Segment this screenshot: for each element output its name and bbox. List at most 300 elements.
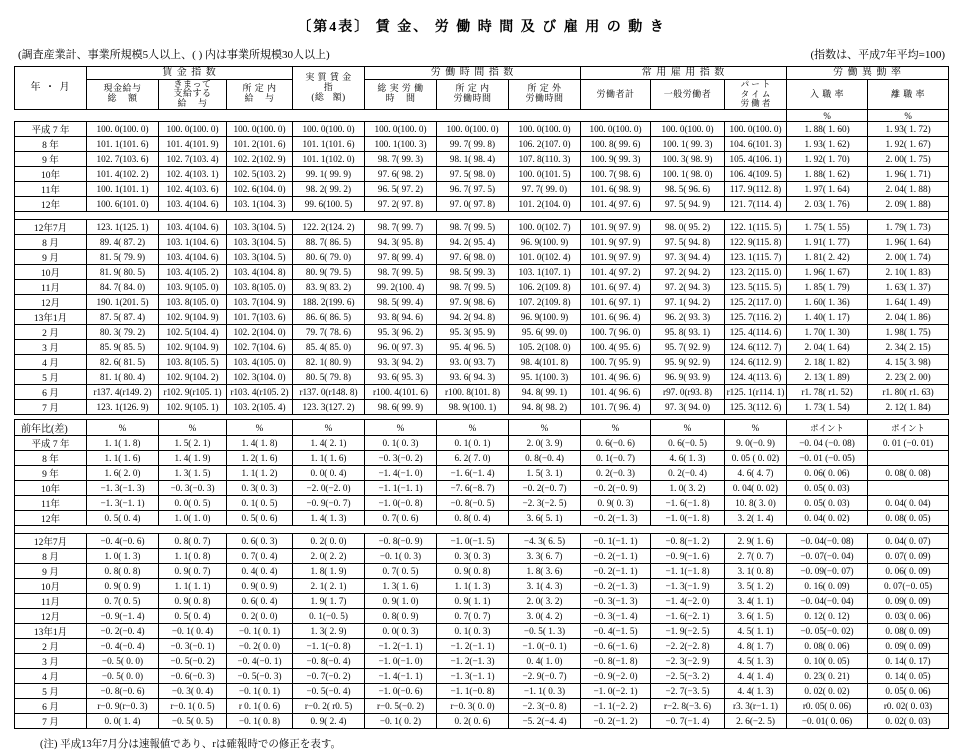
data-cell: 0. 1( 0. 1)	[437, 436, 509, 451]
data-cell: 1. 0( 3. 2)	[651, 481, 725, 496]
header-separation-rate: 離 職 率	[868, 79, 949, 110]
data-cell: 101. 2(101. 6)	[227, 137, 293, 152]
data-cell: 97. 2( 94. 3)	[651, 280, 725, 295]
data-cell: 101. 6( 97. 4)	[581, 280, 651, 295]
data-cell: 97. 8( 99. 4)	[365, 250, 437, 265]
data-cell: 1. 8( 1. 9)	[293, 564, 365, 579]
data-cell: 94. 8( 99. 1)	[509, 385, 581, 400]
table-row	[15, 564, 949, 579]
data-cell: 1. 88( 1. 60)	[787, 122, 868, 137]
row-label: 8 年	[15, 137, 87, 152]
data-cell: 125. 2(117. 0)	[725, 295, 787, 310]
data-cell: 2. 03( 1. 76)	[787, 197, 868, 212]
data-cell: −1. 3(−1. 3)	[87, 481, 159, 496]
data-cell: 98. 9(100. 1)	[437, 400, 509, 415]
data-cell: 99. 6(100. 5)	[293, 197, 365, 212]
table-row	[15, 152, 949, 167]
row-label: 9 年	[15, 152, 87, 167]
data-cell: 103. 8(105. 0)	[227, 280, 293, 295]
data-cell: 2. 00( 1. 75)	[868, 152, 949, 167]
data-cell: −0. 05(−0. 02)	[787, 624, 868, 639]
header-overtime-hours: 所 定 外 労働時間	[509, 79, 581, 110]
data-cell: r125. 1(r114. 1)	[725, 385, 787, 400]
unit-pct-3: %	[227, 420, 293, 436]
data-cell: 103. 1(104. 3)	[227, 197, 293, 212]
data-cell: 104. 6(101. 3)	[725, 137, 787, 152]
data-cell: 0. 04( 0. 02)	[787, 511, 868, 526]
data-cell: r137. 4(r149. 2)	[87, 385, 159, 400]
data-cell: 1. 9( 1. 7)	[293, 594, 365, 609]
data-cell: 0. 9( 0. 7)	[159, 564, 227, 579]
unit-pct-4: %	[293, 420, 365, 436]
row-label: 5 月	[15, 370, 87, 385]
data-cell: 97. 9( 98. 6)	[437, 295, 509, 310]
data-cell: 0. 14( 0. 05)	[868, 669, 949, 684]
data-cell: 1. 91( 1. 77)	[787, 235, 868, 250]
index-rows-monthly	[15, 220, 949, 415]
data-cell: −0. 1(−1. 1)	[581, 534, 651, 549]
data-cell: 95. 4( 96. 5)	[437, 340, 509, 355]
table-row	[15, 594, 949, 609]
unit-point-1: ポイント	[787, 420, 868, 436]
table-row	[15, 549, 949, 564]
data-cell: 0. 7( 0. 5)	[87, 594, 159, 609]
data-cell: 94. 2( 94. 8)	[437, 310, 509, 325]
data-cell: 0. 06( 0. 06)	[787, 466, 868, 481]
data-cell: 4. 8( 1. 7)	[725, 639, 787, 654]
data-cell: 99. 7( 99. 8)	[437, 137, 509, 152]
unit-pct-8: %	[581, 420, 651, 436]
row-label: 12月	[15, 295, 87, 310]
header-scheduled-hours: 所 定 内 労働時間	[437, 79, 509, 110]
data-cell: 4. 5( 1. 3)	[725, 654, 787, 669]
data-cell: −0. 5( 0. 0)	[87, 669, 159, 684]
data-cell: 96. 9( 93. 9)	[651, 370, 725, 385]
data-cell: 98. 5( 96. 6)	[651, 182, 725, 197]
data-cell: r102. 9(r105. 1)	[159, 385, 227, 400]
row-label: 10月	[15, 265, 87, 280]
row-label: 12月	[15, 609, 87, 624]
data-cell: 1. 64( 1. 49)	[868, 295, 949, 310]
table-row	[15, 481, 949, 496]
unit-pct-hire: %	[787, 110, 868, 122]
data-cell: 101. 4( 96. 6)	[581, 385, 651, 400]
data-cell: 2. 7( 0. 7)	[725, 549, 787, 564]
data-cell: 0. 8( 0. 8)	[87, 564, 159, 579]
data-cell: 3. 1( 0. 8)	[725, 564, 787, 579]
data-cell: 0. 9( 0. 8)	[437, 564, 509, 579]
data-cell: 93. 6( 94. 3)	[437, 370, 509, 385]
data-cell: 0. 05( 0. 03)	[787, 481, 868, 496]
data-cell: 1. 75( 1. 55)	[787, 220, 868, 235]
data-cell: 100. 1(100. 3)	[365, 137, 437, 152]
data-cell: 0. 7( 0. 6)	[365, 511, 437, 526]
data-cell: −0. 8(−1. 2)	[651, 534, 725, 549]
row-label: 12年7月	[15, 534, 87, 549]
header-real-wage: 実 質 賃 金 指 (総 額)	[293, 67, 365, 110]
data-cell: −2. 5(−3. 2)	[651, 669, 725, 684]
page-title: 〔第4表〕 賃 金、 労 働 時 間 及 び 雇 用 の 動 き	[297, 20, 666, 35]
table-row	[15, 400, 949, 415]
data-cell: −0. 1( 0. 3)	[365, 549, 437, 564]
data-cell: 80. 5( 79. 8)	[293, 370, 365, 385]
data-cell: 103. 8(105. 5)	[159, 355, 227, 370]
data-cell: 97. 2( 94. 2)	[651, 265, 725, 280]
data-cell: 0. 14( 0. 17)	[868, 654, 949, 669]
data-cell: 94. 3( 95. 8)	[365, 235, 437, 250]
data-cell: −0. 04 (−0. 08)	[787, 436, 868, 451]
data-cell: −0. 5( 0. 5)	[159, 714, 227, 729]
table-header-groups	[15, 67, 949, 80]
data-cell: 99. 1( 99. 9)	[293, 167, 365, 182]
subheader	[18, 46, 945, 62]
data-cell: −1. 0(−0. 1)	[509, 639, 581, 654]
header-group-wage: 賃 金 指 数	[87, 67, 293, 80]
index-unit-row	[15, 110, 949, 122]
data-cell: 123. 2(115. 0)	[725, 265, 787, 280]
data-cell: −0. 6(−1. 6)	[581, 639, 651, 654]
data-cell: 101. 9( 97. 9)	[581, 235, 651, 250]
data-cell: 2. 0( 3. 9)	[509, 436, 581, 451]
data-cell: 100. 0(101. 5)	[509, 167, 581, 182]
header-workers-total: 労働者計	[581, 79, 651, 110]
data-cell: 100. 0(100. 0)	[651, 122, 725, 137]
data-cell: −0. 8(−0. 6)	[87, 684, 159, 699]
data-cell: 0. 04( 0. 07)	[868, 534, 949, 549]
data-cell: 98. 7( 99. 7)	[365, 220, 437, 235]
data-cell: 101. 6( 96. 4)	[581, 310, 651, 325]
data-cell: 85. 4( 85. 0)	[293, 340, 365, 355]
table-row	[15, 280, 949, 295]
table-row	[15, 355, 949, 370]
data-cell: 100. 0(102. 7)	[509, 220, 581, 235]
data-cell: r100. 8(101. 8)	[437, 385, 509, 400]
data-cell: 0. 2( 0. 0)	[227, 609, 293, 624]
data-cell: 124. 6(112. 7)	[725, 340, 787, 355]
data-cell: 0. 0( 0. 5)	[159, 496, 227, 511]
unit-pct-6: %	[437, 420, 509, 436]
data-cell: −0. 8(−0. 5)	[437, 496, 509, 511]
data-cell: 125. 4(114. 6)	[725, 325, 787, 340]
header-total-hours: 総 実 労 働 時 間	[365, 79, 437, 110]
row-label: 10月	[15, 579, 87, 594]
data-cell: 122. 1(115. 5)	[725, 220, 787, 235]
data-cell: 3. 5( 1. 2)	[725, 579, 787, 594]
data-cell: 100. 0(100. 0)	[365, 122, 437, 137]
row-label: 7 月	[15, 714, 87, 729]
data-cell: 0. 05( 0. 06)	[868, 684, 949, 699]
data-cell: 93. 6( 95. 3)	[365, 370, 437, 385]
data-cell: r−0. 5(−0. 2)	[365, 699, 437, 714]
data-cell: 2. 10( 1. 83)	[868, 265, 949, 280]
data-cell: 2. 0( 2. 2)	[293, 549, 365, 564]
data-cell: −0. 5(−0. 2)	[159, 654, 227, 669]
data-cell: 102. 9(105. 1)	[159, 400, 227, 415]
data-cell: −0. 2( 0. 0)	[227, 639, 293, 654]
row-label: 11月	[15, 594, 87, 609]
data-cell: −0. 01( 0. 06)	[787, 714, 868, 729]
data-cell: −1. 3(−1. 1)	[437, 669, 509, 684]
data-cell: 97. 0( 97. 8)	[437, 197, 509, 212]
data-cell: 100. 0(100. 0)	[87, 122, 159, 137]
data-cell: 0. 2(−0. 4)	[651, 466, 725, 481]
data-cell: −0. 9(−0. 7)	[293, 496, 365, 511]
data-cell: 102. 5(104. 4)	[159, 325, 227, 340]
data-cell: −0. 04(−0. 04)	[787, 594, 868, 609]
data-cell: −0. 7(−1. 4)	[651, 714, 725, 729]
data-cell: 0. 2( 0. 6)	[437, 714, 509, 729]
data-cell: 97. 6( 98. 2)	[365, 167, 437, 182]
data-cell: 80. 9( 79. 5)	[293, 265, 365, 280]
data-cell: 101. 2(104. 0)	[509, 197, 581, 212]
header-period: 年 ・ 月	[15, 67, 87, 110]
data-cell: 1. 1( 1. 8)	[87, 436, 159, 451]
data-cell: 125. 3(112. 6)	[725, 400, 787, 415]
data-cell: 10. 8( 3. 0)	[725, 496, 787, 511]
row-label: 11年	[15, 182, 87, 197]
data-cell: 1. 3( 1. 5)	[159, 466, 227, 481]
data-cell: 98. 4(101. 8)	[509, 355, 581, 370]
data-cell: 3. 0( 4. 2)	[509, 609, 581, 624]
data-cell: 1. 96( 1. 67)	[787, 265, 868, 280]
data-cell: −0. 1( 0. 4)	[159, 624, 227, 639]
data-cell: −0. 1( 0. 8)	[227, 714, 293, 729]
data-cell: 0. 9( 0. 9)	[227, 579, 293, 594]
data-cell: 97. 5( 94. 8)	[651, 235, 725, 250]
data-cell: 100. 7( 98. 6)	[581, 167, 651, 182]
data-cell: 0. 04( 0. 02)	[725, 481, 787, 496]
data-cell: r100. 4(101. 6)	[365, 385, 437, 400]
data-cell: −2. 3(−2. 9)	[651, 654, 725, 669]
header-hire-rate: 入 職 率	[787, 79, 868, 110]
data-cell: 81. 5( 79. 9)	[87, 250, 159, 265]
data-cell: 103. 1(104. 6)	[159, 235, 227, 250]
data-cell: 1. 3( 1. 6)	[365, 579, 437, 594]
data-cell: 102. 3(104. 0)	[227, 370, 293, 385]
row-label: 平成 7 年	[15, 122, 87, 137]
data-cell: 2. 23( 2. 00)	[868, 370, 949, 385]
data-cell: −0. 3(−0. 1)	[159, 639, 227, 654]
data-cell: 0. 08( 0. 06)	[787, 639, 868, 654]
data-cell: 101. 4( 97. 6)	[581, 197, 651, 212]
header-group-hours: 労 働 時 間 指 数	[365, 67, 581, 80]
data-cell: 95. 9( 92. 9)	[651, 355, 725, 370]
data-cell: 0. 8( 0. 7)	[159, 534, 227, 549]
row-label: 13年1月	[15, 624, 87, 639]
unit-pct-1: %	[87, 420, 159, 436]
data-cell: 0. 6(−0. 6)	[581, 436, 651, 451]
data-cell: 0. 7( 0. 4)	[227, 549, 293, 564]
data-cell: 100. 1(101. 1)	[87, 182, 159, 197]
data-cell: 0. 5( 0. 4)	[159, 609, 227, 624]
data-cell: −0. 5(−0. 4)	[293, 684, 365, 699]
data-cell: 1. 73( 1. 54)	[787, 400, 868, 415]
row-label: 9 月	[15, 564, 87, 579]
data-cell: −0. 3(−0. 3)	[159, 481, 227, 496]
table-row	[15, 182, 949, 197]
table-row	[15, 265, 949, 280]
data-cell: 1. 92( 1. 67)	[868, 137, 949, 152]
data-cell: −1. 2(−1. 1)	[437, 639, 509, 654]
data-cell: 93. 3( 94. 2)	[365, 355, 437, 370]
data-cell: 1. 96( 1. 64)	[868, 235, 949, 250]
data-cell: 97. 1( 94. 2)	[651, 295, 725, 310]
data-cell: 0. 2( 0. 0)	[293, 534, 365, 549]
data-cell: −0. 4(−0. 6)	[87, 534, 159, 549]
data-cell: −0. 5( 0. 0)	[87, 654, 159, 669]
data-cell: 94. 2( 95. 4)	[437, 235, 509, 250]
data-cell: 79. 7( 78. 6)	[293, 325, 365, 340]
data-cell: −1. 4(−1. 1)	[365, 669, 437, 684]
data-cell: 121. 7(114. 4)	[725, 197, 787, 212]
data-cell: 98. 2( 99. 2)	[293, 182, 365, 197]
data-cell: r−0. 3( 0. 0)	[437, 699, 509, 714]
data-cell: −0. 7(−0. 2)	[293, 669, 365, 684]
data-cell: 101. 9( 97. 9)	[581, 220, 651, 235]
row-label: 13年1月	[15, 310, 87, 325]
data-cell: 1. 6( 2. 0)	[87, 466, 159, 481]
row-label: 12年7月	[15, 220, 87, 235]
row-spacer	[15, 212, 949, 220]
data-cell: 125. 7(116. 2)	[725, 310, 787, 325]
data-cell: 1. 93( 1. 72)	[868, 122, 949, 137]
data-cell: −1. 0(−1. 8)	[651, 511, 725, 526]
data-cell: r1. 78( r1. 52)	[787, 385, 868, 400]
data-cell: 97. 6( 98. 0)	[437, 250, 509, 265]
row-label: 8 月	[15, 235, 87, 250]
data-cell: −0. 3(−1. 3)	[581, 594, 651, 609]
data-cell: 117. 9(112. 8)	[725, 182, 787, 197]
data-cell: 0. 9( 0. 3)	[581, 496, 651, 511]
row-label: 3 月	[15, 654, 87, 669]
data-cell: 101. 6( 98. 9)	[581, 182, 651, 197]
data-cell: −1. 1(−2. 2)	[581, 699, 651, 714]
table-row	[15, 654, 949, 669]
data-cell: 122. 9(115. 8)	[725, 235, 787, 250]
data-cell: 124. 6(112. 9)	[725, 355, 787, 370]
row-label: 3 月	[15, 340, 87, 355]
data-cell: 1. 79( 1. 73)	[868, 220, 949, 235]
data-cell: 0. 01 (−0. 01)	[868, 436, 949, 451]
data-cell: 0. 1(−0. 5)	[293, 609, 365, 624]
data-cell: 100. 6(101. 0)	[87, 197, 159, 212]
data-cell: −2. 0(−2. 0)	[293, 481, 365, 496]
data-cell: 97. 3( 94. 4)	[651, 250, 725, 265]
data-cell: −0. 09(−0. 07)	[787, 564, 868, 579]
data-cell: −0. 2(−1. 3)	[581, 579, 651, 594]
data-cell: −1. 1(−0. 8)	[437, 684, 509, 699]
data-cell: 0. 3( 0. 3)	[437, 549, 509, 564]
row-label: 10年	[15, 481, 87, 496]
table-row	[15, 310, 949, 325]
data-cell: 1. 1( 1. 2)	[227, 466, 293, 481]
row-label: 10年	[15, 167, 87, 182]
data-cell: 102. 5(103. 2)	[227, 167, 293, 182]
data-cell: 4. 4( 1. 4)	[725, 669, 787, 684]
data-cell: 0. 05( 0. 03)	[787, 496, 868, 511]
data-cell: 103. 4(105. 2)	[159, 265, 227, 280]
header-group-turnover: 労 働 異 動 率	[787, 67, 949, 80]
row-label: 7 月	[15, 400, 87, 415]
data-cell: 9. 0(−0. 9)	[725, 436, 787, 451]
difference-rows-monthly	[15, 534, 949, 729]
data-cell: 1. 85( 1. 79)	[787, 280, 868, 295]
data-cell: 100. 3( 98. 9)	[651, 152, 725, 167]
data-cell: 0. 8( 0. 4)	[437, 511, 509, 526]
data-cell: 102. 4(103. 1)	[159, 167, 227, 182]
data-cell: 2. 13( 1. 89)	[787, 370, 868, 385]
data-cell: 0. 08( 0. 09)	[868, 624, 949, 639]
data-cell: 1. 4( 1. 9)	[159, 451, 227, 466]
unit-point-2: ポイント	[868, 420, 949, 436]
data-cell: 3. 2( 1. 4)	[725, 511, 787, 526]
data-cell: −0. 5( 1. 3)	[509, 624, 581, 639]
data-cell: 97. 7( 99. 0)	[509, 182, 581, 197]
data-cell: 1. 60( 1. 36)	[787, 295, 868, 310]
data-cell: −1. 0(−0. 6)	[365, 684, 437, 699]
data-cell: 2. 9( 1. 6)	[725, 534, 787, 549]
table-row	[15, 511, 949, 526]
data-cell: 80. 6( 79. 0)	[293, 250, 365, 265]
unit-pct-sep: %	[868, 110, 949, 122]
data-cell: 3. 3( 6. 7)	[509, 549, 581, 564]
data-cell: 1. 1( 0. 8)	[159, 549, 227, 564]
data-cell: 99. 2(100. 4)	[365, 280, 437, 295]
data-cell: 102. 9(104. 9)	[159, 310, 227, 325]
table-row	[15, 579, 949, 594]
data-cell: 4. 5( 1. 1)	[725, 624, 787, 639]
row-label: 6 月	[15, 699, 87, 714]
data-cell: 82. 1( 80. 9)	[293, 355, 365, 370]
data-cell: 1. 1( 1. 6)	[87, 451, 159, 466]
table-row	[15, 669, 949, 684]
difference-title: 前年比(差)	[15, 420, 87, 436]
data-cell: −0. 2(−1. 1)	[581, 549, 651, 564]
data-cell: −2. 9(−0. 7)	[509, 669, 581, 684]
table-row	[15, 436, 949, 451]
row-label: 12年	[15, 197, 87, 212]
data-cell: 1. 92( 1. 70)	[787, 152, 868, 167]
data-cell: 96. 9(100. 9)	[509, 235, 581, 250]
header-part-time: パ ー ト タ イ ム 労 働 者	[725, 79, 787, 110]
data-cell: 102. 7(104. 6)	[227, 340, 293, 355]
data-cell: r1. 80( r1. 63)	[868, 385, 949, 400]
header-fixed-pay: 所 定 内 給 与	[227, 79, 293, 110]
data-cell: 6. 2( 7. 0)	[437, 451, 509, 466]
data-cell: 0. 0( 1. 4)	[87, 714, 159, 729]
data-cell: −1. 6(−1. 8)	[651, 496, 725, 511]
table-row	[15, 699, 949, 714]
data-cell: 0. 16( 0. 09)	[787, 579, 868, 594]
data-cell: −2. 3(−2. 5)	[509, 496, 581, 511]
data-cell: 0. 7( 0. 5)	[365, 564, 437, 579]
data-cell: 122. 2(124. 2)	[293, 220, 365, 235]
data-cell: 100. 0(100. 0)	[725, 122, 787, 137]
table-row	[15, 609, 949, 624]
data-cell: −0. 1( 0. 1)	[227, 684, 293, 699]
data-cell: 101. 4(102. 2)	[87, 167, 159, 182]
data-cell: 101. 6( 97. 1)	[581, 295, 651, 310]
data-cell: 0. 09( 0. 09)	[868, 639, 949, 654]
data-cell: 101. 4(101. 9)	[159, 137, 227, 152]
subheader-left: (調査産業計、事業所規模5人以上、( ) 内は事業所規模30人以上)	[18, 49, 330, 61]
data-cell: 2. 1( 2. 1)	[293, 579, 365, 594]
data-cell: 0. 4( 1. 0)	[509, 654, 581, 669]
data-cell: 95. 3( 95. 9)	[437, 325, 509, 340]
data-cell: 100. 0(100. 0)	[437, 122, 509, 137]
data-cell: −1. 4(−1. 0)	[365, 466, 437, 481]
statistics-table	[14, 66, 949, 415]
